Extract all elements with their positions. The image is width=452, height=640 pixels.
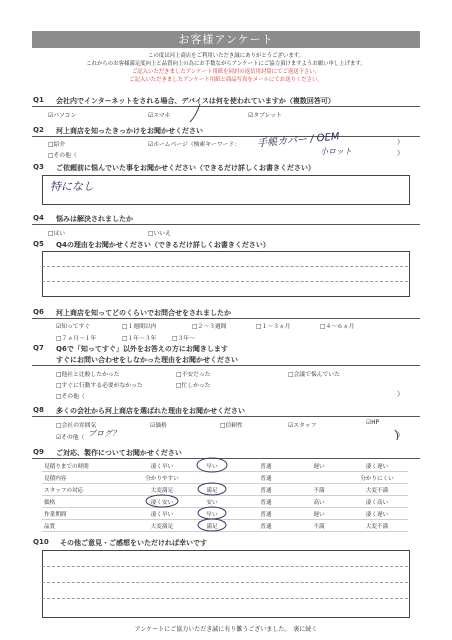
q8-option-other[interactable]: ☑その他（ [56,435,85,441]
q3-answer-handwriting: 特になし [50,180,94,193]
q6-option-7months-1year-label: ７ヵ月〜１年 [61,336,97,342]
q3-answer-box[interactable] [42,175,410,205]
q9-question: ご対応、製作についてお聞かせください [56,449,182,457]
q6-option-1week[interactable]: □１週間以内 [122,324,157,330]
q5-answer-box[interactable] [42,251,410,297]
q8-option-atmosphere[interactable]: □会社の雰囲気 [56,423,97,429]
q8-divider [32,416,420,417]
q9-row-line-1 [42,471,408,472]
q8-option-hp-label: HP [371,420,380,426]
q9-number: Q9 [33,448,44,456]
q6-option-4-6months-label: ４〜６ヵ月 [325,324,355,330]
q8-option-price-label: 価格 [155,423,167,429]
q9-r6-c2[interactable]: 満足 [206,524,218,530]
q9-row-line-6 [42,531,408,532]
q9-r6-c3[interactable]: 普通 [260,524,272,530]
q9-r1-c3[interactable]: 普通 [260,464,272,470]
q8-other-handwriting: ブログ？ [88,429,120,438]
q9-r6-c4[interactable]: 不満 [313,524,325,530]
q7-option-no-need[interactable]: □すぐに行動する必要がなかった [56,383,143,389]
q9-row-label-1: 見積りまでの時間 [44,464,89,470]
q2-option-homepage-label: ホームページ（検索キーワード： [153,142,241,148]
q10-answer-box[interactable] [42,550,410,618]
q2-paren-close-2: ） [397,149,404,157]
q9-r3-c2[interactable]: 満足 [206,488,218,494]
q9-row-label-5: 作業期間 [44,512,67,518]
q9-r1-c5[interactable]: 凄く遅い [365,464,389,470]
q6-option-1week-label: １週間以内 [127,324,157,330]
q4-option-no[interactable]: □いいえ [148,231,171,237]
q6-option-immediately[interactable]: ☑知ってすぐ [56,324,91,330]
q6-option-2-3weeks-label: ２〜３週間 [197,324,227,330]
q8-paren-close: ） [397,431,404,439]
q7-option-compare-label: 他社と比較したかった [61,372,120,378]
q7-option-other-label: その他（ [61,394,85,400]
q6-number: Q6 [33,308,44,316]
q8-number: Q8 [33,406,44,414]
q7-question-line-2: すぐにお問い合わせをしなかった理由をお聞かせください [56,356,238,364]
q5-number: Q5 [33,240,44,248]
q7-option-meeting[interactable]: □会議で悩んでいた [288,372,340,378]
q7-option-anxious-label: 不安だった [181,372,211,378]
q9-row-label-6: 品質 [44,524,56,530]
q9-r5-c4[interactable]: 遅い [313,512,325,518]
q4-question: 悩みは解決されましたか [56,215,133,223]
q9-row-label-2: 見積内容 [44,476,67,482]
q1-option-pc[interactable]: ☑パソコン [48,113,77,119]
q10-dashed-line-2 [42,582,408,583]
q2-option-other[interactable]: □その他（ [48,153,77,159]
q9-row-line-4 [42,507,408,508]
q9-r5-c2[interactable]: 早い [206,512,218,518]
q2-divider [32,136,420,137]
q9-r4-c3[interactable]: 普通 [260,500,272,506]
q6-option-3years-plus[interactable]: □３年〜 [172,336,195,342]
q9-r4-c2[interactable]: 安い [206,500,218,506]
q4-option-yes-label: はい [53,231,66,237]
intro-line-3: ご記入いただきましたアンケート用紙を同封の返信用封筒にてご返送下さい。 [131,69,321,75]
q7-option-other[interactable]: □その他（ [56,394,85,400]
q9-row-line-5 [42,519,408,520]
footer-thanks: アンケートにご協力いただき誠に有り難うございました。 裏に続く [134,626,318,633]
q5-dashed-line-2 [42,281,408,282]
q7-option-meeting-label: 会議で悩んでいた [293,372,340,378]
q4-option-yes[interactable]: □はい [48,231,66,237]
q1-option-tablet[interactable]: ☑タブレット [248,113,282,119]
q8-option-price[interactable]: ☑価格 [150,423,167,429]
q6-question: 河上商店を知ってどのくらいでお問合せをされましたか [56,309,231,317]
q9-row-label-3: スタッフの対応 [44,488,84,494]
q2-option-other-label: その他（ [53,153,77,159]
q1-option-tablet-label: タブレット [253,113,282,119]
q7-option-anxious[interactable]: □不安だった [176,372,211,378]
q10-number: Q10 [33,538,49,546]
q7-question: Q6で「知ってすぐ」以外をお答えの方にお聞きします [56,345,228,353]
q9-r2-c1[interactable]: 分かりやすい [145,476,179,482]
q9-r5-c1[interactable]: 凄く早い [150,512,174,518]
q6-option-7months-1year[interactable]: □７ヵ月〜１年 [56,336,97,342]
q9-r3-c5[interactable]: 大変不満 [365,488,389,494]
q7-option-compare[interactable]: □他社と比較したかった [56,372,120,378]
q4-divider [32,224,420,225]
q2-number: Q2 [33,126,44,134]
q2-keyword-handwriting-2: 小ロット [320,147,352,156]
q2-paren-close-1: ） [397,138,404,146]
q7-option-busy-label: 忙しかった [181,383,211,389]
q4-number: Q4 [33,214,44,222]
q8-option-trust[interactable]: □信頼性 [220,423,243,429]
q8-option-trust-label: 信頼性 [225,423,243,429]
q9-r5-c3[interactable]: 普通 [260,512,272,518]
q6-option-4-6months[interactable]: □４〜６ヵ月 [320,324,355,330]
q9-r3-c1[interactable]: 大変満足 [150,488,174,494]
q6-option-1-3months[interactable]: □１〜３ヵ月 [256,324,291,330]
q6-option-1-3months-label: １〜３ヵ月 [261,324,291,330]
q7-option-busy[interactable]: □忙しかった [176,383,211,389]
q9-r6-c1[interactable]: 大変満足 [150,524,174,530]
q9-r3-c4[interactable]: 不満 [313,488,325,494]
intro-line-1: この度は河上商店をご利用いただき誠にありがとうございます。 [148,53,304,59]
q8-option-atmosphere-label: 会社の雰囲気 [61,423,97,429]
q8-option-staff-label: スタッフ [293,423,317,429]
q9-divider [32,458,420,459]
survey-title: お客様アンケート [32,31,420,48]
q6-option-1-3years-label: １年〜３年 [127,336,157,342]
q8-option-hp[interactable]: ☑HP [366,420,380,426]
q8-question: 多くの会社から河上商店を選ばれた理由をお聞かせください [56,407,245,415]
q7-paren-close: ） [397,390,404,398]
q3-question: ご依頼前に悩んでいた事をお聞かせください（できるだけ詳しくお書きください） [56,164,315,172]
q9-r1-c1[interactable]: 凄く早い [150,464,174,470]
q8-option-staff[interactable]: ☑スタッフ [288,423,317,429]
q10-dashed-line-1 [42,566,408,567]
q1-option-pc-label: パソコン [53,113,77,119]
q10-dashed-line-3 [42,598,408,599]
q1-option-smartphone-label: スマホ [153,113,171,119]
q7-divider [32,365,420,366]
q9-r5-c5[interactable]: 凄く遅い [365,512,389,518]
q2-option-referral[interactable]: □紹介 [48,142,66,148]
q1-divider [32,106,420,107]
q9-row-line-3 [42,495,408,496]
q9-r4-c5[interactable]: 凄く高い [365,500,389,506]
q9-row-line-2 [42,483,408,484]
q3-number: Q3 [33,163,44,171]
q9-r4-c1[interactable]: 凄く安い [150,500,174,506]
q9-r2-c3[interactable]: 普通 [260,476,272,482]
intro-line-4: ご記入いただきましたアンケート用紙と商品写真をメールにてお送りください。 [129,77,323,83]
intro-line-2: これからのお客様満足度向上と品質向上の為にお手数ながらアンケートにご協力頂けますようお願い申し上げます。 [86,61,366,67]
q9-r1-c4[interactable]: 遅い [313,464,325,470]
q9-r1-c2[interactable]: 早い [206,464,218,470]
q6-option-1-3years[interactable]: □１年〜３年 [122,336,157,342]
q6-option-2-3weeks[interactable]: □２〜３週間 [192,324,227,330]
q9-r2-c5[interactable]: 分かりにくい [360,476,394,482]
q2-option-homepage[interactable]: ☑ホームページ（検索キーワード： [148,142,241,148]
q5-dashed-line-1 [42,266,408,267]
q8-option-other-label: その他（ [61,435,85,441]
q4-option-no-label: いいえ [153,231,171,237]
q1-question: 会社内でインターネットをされる場合、デバイスは何を使われていますか（複数回答可） [56,97,335,105]
q1-number: Q1 [33,96,44,104]
q10-question: その他ご意見・ご感想をいただければ幸いです [60,539,207,547]
q6-divider [32,318,420,319]
q2-keyword-handwriting: 手帳カバー / OEM [256,131,341,150]
q6-option-3years-plus-label: ３年〜 [177,336,195,342]
q1-option-smartphone[interactable]: ☑スマホ [148,113,171,119]
q9-r6-c5[interactable]: 大変不満 [365,524,389,530]
q2-question: 河上商店を知ったきっかけをお聞かせください [56,127,203,135]
q7-number: Q7 [33,344,44,352]
q6-option-immediately-label: 知ってすぐ [61,324,91,330]
q9-row-label-4: 価格 [44,500,56,506]
q7-option-no-need-label: すぐに行動する必要がなかった [61,383,143,389]
q9-r4-c4[interactable]: 高い [313,500,325,506]
q9-r3-c3[interactable]: 普通 [260,488,272,494]
q2-option-referral-label: 紹介 [53,142,66,148]
q5-question: Q4の理由をお聞かせください（できるだけ詳しくお書きください） [56,241,270,249]
